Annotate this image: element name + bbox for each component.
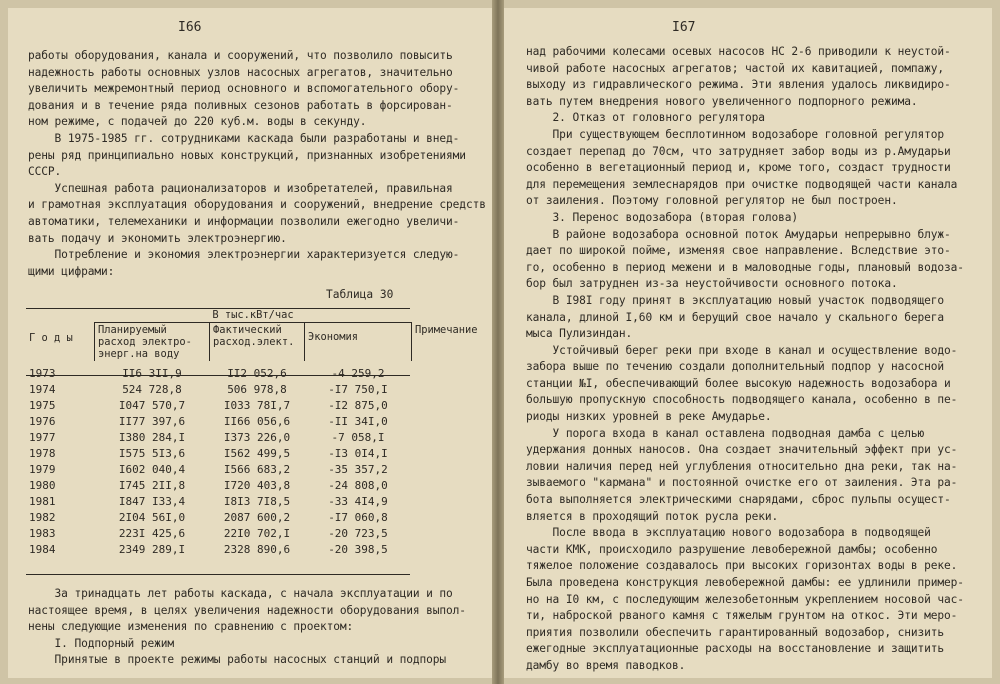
table-row [26,429,481,445]
cell-plan: 223I 425,6 [118,526,186,540]
book-gutter [492,0,504,684]
right-page [504,8,992,678]
table-row [26,541,481,557]
col-header-fact: Фактический расход.элект. [210,323,305,362]
cell-econ: -II 34I,0 [328,414,388,428]
cell-year: 1978 [29,446,56,460]
cell-year: 1976 [29,414,56,428]
cell-plan: I745 2II,8 [118,478,186,492]
cell-fact: II2 052,6 [227,366,287,380]
cell-fact: I720 403,8 [223,478,291,492]
cell-plan: 2349 289,I [118,542,186,556]
cell-year: 1973 [29,366,56,380]
cell-fact: 506 978,8 [227,382,287,396]
cell-econ: -20 723,5 [328,526,388,540]
cell-fact: I562 499,5 [223,446,291,460]
cell-fact: 2328 890,6 [223,542,291,556]
cell-plan: I380 284,I [118,430,186,444]
left-body-text-top: работы оборудования, канала и сооружений, что позволило повысить надежность работы основных узлов насосных агрегатов, значительно увеличить межремонтный период основного и вспомогательного обору- дования и в течение ряда поливных сезонов работать в форсирован- ном режиме, с подачей до 220 куб.м. воды в секунду. В 1975-1985 гг. сотрудниками каскада были разработаны и внед- рены ряд принципиально новых конструкций, признанных изобретениями СССР. Успешная работа рационализаторов и изобретателей, правильная и грамотная эксплуатация оборудования и сооружений, внедрение средств автоматики, телемеханики и информации позволили ежегодно увеличи- вать подачу и экономить электроэнергию. Потребление и экономия электроэнергии характеризуется следую- щими цифрами: [28,49,486,278]
cell-plan: II77 397,6 [118,414,186,428]
left-page [8,8,492,678]
cell-econ: -I3 0I4,I [328,446,388,460]
cell-econ: -24 808,0 [328,478,388,492]
cell-year: 1981 [29,494,56,508]
cell-year: 1975 [29,398,56,412]
cell-year: 1982 [29,510,56,524]
right-body-text: над рабочими колесами осевых насосов НС 2-6 приводили к неустой- чивой работе насосных агрегатов; частой их кавитацией, помпажу, выходу из гидравлического режима. Эти явления удалось ликвидиро- вать путем внедрения нового увеличенного подпорного режима. 2. Отказ от головного регулятора При существующем бесплотинном водозаборе головной регулятор создает перепад до 70см, что затрудняет забор воды из р.Амударьи особенно в вегетационный период и, кроме того, создаст трудности для перемещения землеснарядов при очистке подводящей части канала от заиления. Поэтому головной регулятор не был построен. 3. Перенос водозабора (вторая голова) В районе водозабора основной поток Амударьи непрерывно блуж- дает по широкой пойме, изменяя свое направление. Вследствие это- го, особенно в период межени и в маловодные годы, плановый водоза- бор был затруднен из-за неустойчивости основного потока. В I98I году принят в эксплуатацию новый участок подводящего канала, длиной I,60 км и берущий свое начало у скального берега мыса Пулизиндан. Устойчивый берег реки при входе в канал и осуществление водо- забора выше по течению создали дополнительный подпор у насосной станции №I, обеспечивающий более высокую надежность водозабора и большую пропускную способность подводящего канала, особенно в пе- риоды низких уровней в реке Амударье. У порога входа в канал оставлена подводная дамба с целью удержания донных наносов. Она создает значительный эффект при ус- ловии наличия перед ней углубления относительно дна реки, так на- зываемого "кармана" и постоянной очистке его от заиления. Эта ра- бота выполняется электрическими снарядами, сброс пульпы осущест- вляется в проходящий поток русла реки. После ввода в эксплуатацию нового водозабора в подводящей части КМК, происходило разрушение левобережной дамбы; особенно тяжелое положение создавалось при высоких горизонтах воды в реке. Была проведена конструкция левобережной дамбы: ее удлинили пример- но на I0 км, с последующим железобетонным укреплением носовой час- ти, наброской рваного камня с тяжелым грунтом на откос. Эти меро- приятия позволили обеспечить гарантированный водозабор, снизить ежегодные эксплуатационные расходы на восстановление и защитить дамбу во время паводков. [526,45,964,672]
cell-year: 1977 [29,430,56,444]
table-row [26,397,481,413]
cell-year: 1983 [29,526,56,540]
table-row [26,381,481,397]
cell-fact: I033 78I,7 [223,398,291,412]
table-row [26,413,481,429]
cell-fact: I8I3 7I8,5 [223,494,291,508]
table-row [26,525,481,541]
table-row [26,445,481,461]
cell-econ: -20 398,5 [328,542,388,556]
cell-fact: 2087 600,2 [223,510,291,524]
cell-plan: I575 5I3,6 [118,446,186,460]
cell-fact: II66 056,6 [223,414,291,428]
cell-plan: I047 570,7 [118,398,186,412]
col-header-note: Примечание [415,324,478,336]
energy-table [26,308,481,557]
cell-plan: I847 I33,4 [118,494,186,508]
cell-year: 1984 [29,542,56,556]
cell-year: 1979 [29,462,56,476]
cell-fact: 22I0 702,I [223,526,291,540]
table-caption: Таблица 30 [326,288,394,301]
cell-econ: -7 058,I [331,430,385,444]
table-row [26,477,481,493]
table-row [26,509,481,525]
cell-econ: -33 4I4,9 [328,494,388,508]
cell-econ: -4 259,2 [331,366,385,380]
cell-econ: -35 357,2 [328,462,388,476]
col-header-plan: Планируемый расход электро- энерг.на воду [95,323,210,362]
table-row [26,493,481,509]
cell-fact: I566 683,2 [223,462,291,476]
cell-econ: -I7 060,8 [328,510,388,524]
cell-plan: II6 3II,9 [122,366,182,380]
cell-year: 1980 [29,478,56,492]
table-body [26,361,481,557]
page-number-right: I67 [672,20,696,35]
cell-plan: 524 728,8 [122,382,182,396]
col-header-year: Г о д ы [29,332,73,344]
cell-year: 1974 [29,382,56,396]
cell-econ: -I7 750,I [328,382,388,396]
col-header-group: В тыс.кВт/час [95,308,412,323]
cell-plan: 2I04 56I,0 [118,510,186,524]
cell-econ: -I2 875,0 [328,398,388,412]
cell-plan: I602 040,4 [118,462,186,476]
table-row [26,461,481,477]
cell-fact: I373 226,0 [223,430,291,444]
table-row [26,361,481,381]
page-number-left: I66 [178,20,202,35]
col-header-econ: Экономия [305,323,412,362]
left-body-text-bottom: За тринадцать лет работы каскада, с начала эксплуатации и по настоящее время, в целях увеличения надежности оборудования выпол- нены следующие изменения по сравнению с проектом: I. Подпорный режим Принятые в проекте режимы работы насосных станций и подпоры [28,587,466,667]
table-rule-bottom [26,574,410,575]
